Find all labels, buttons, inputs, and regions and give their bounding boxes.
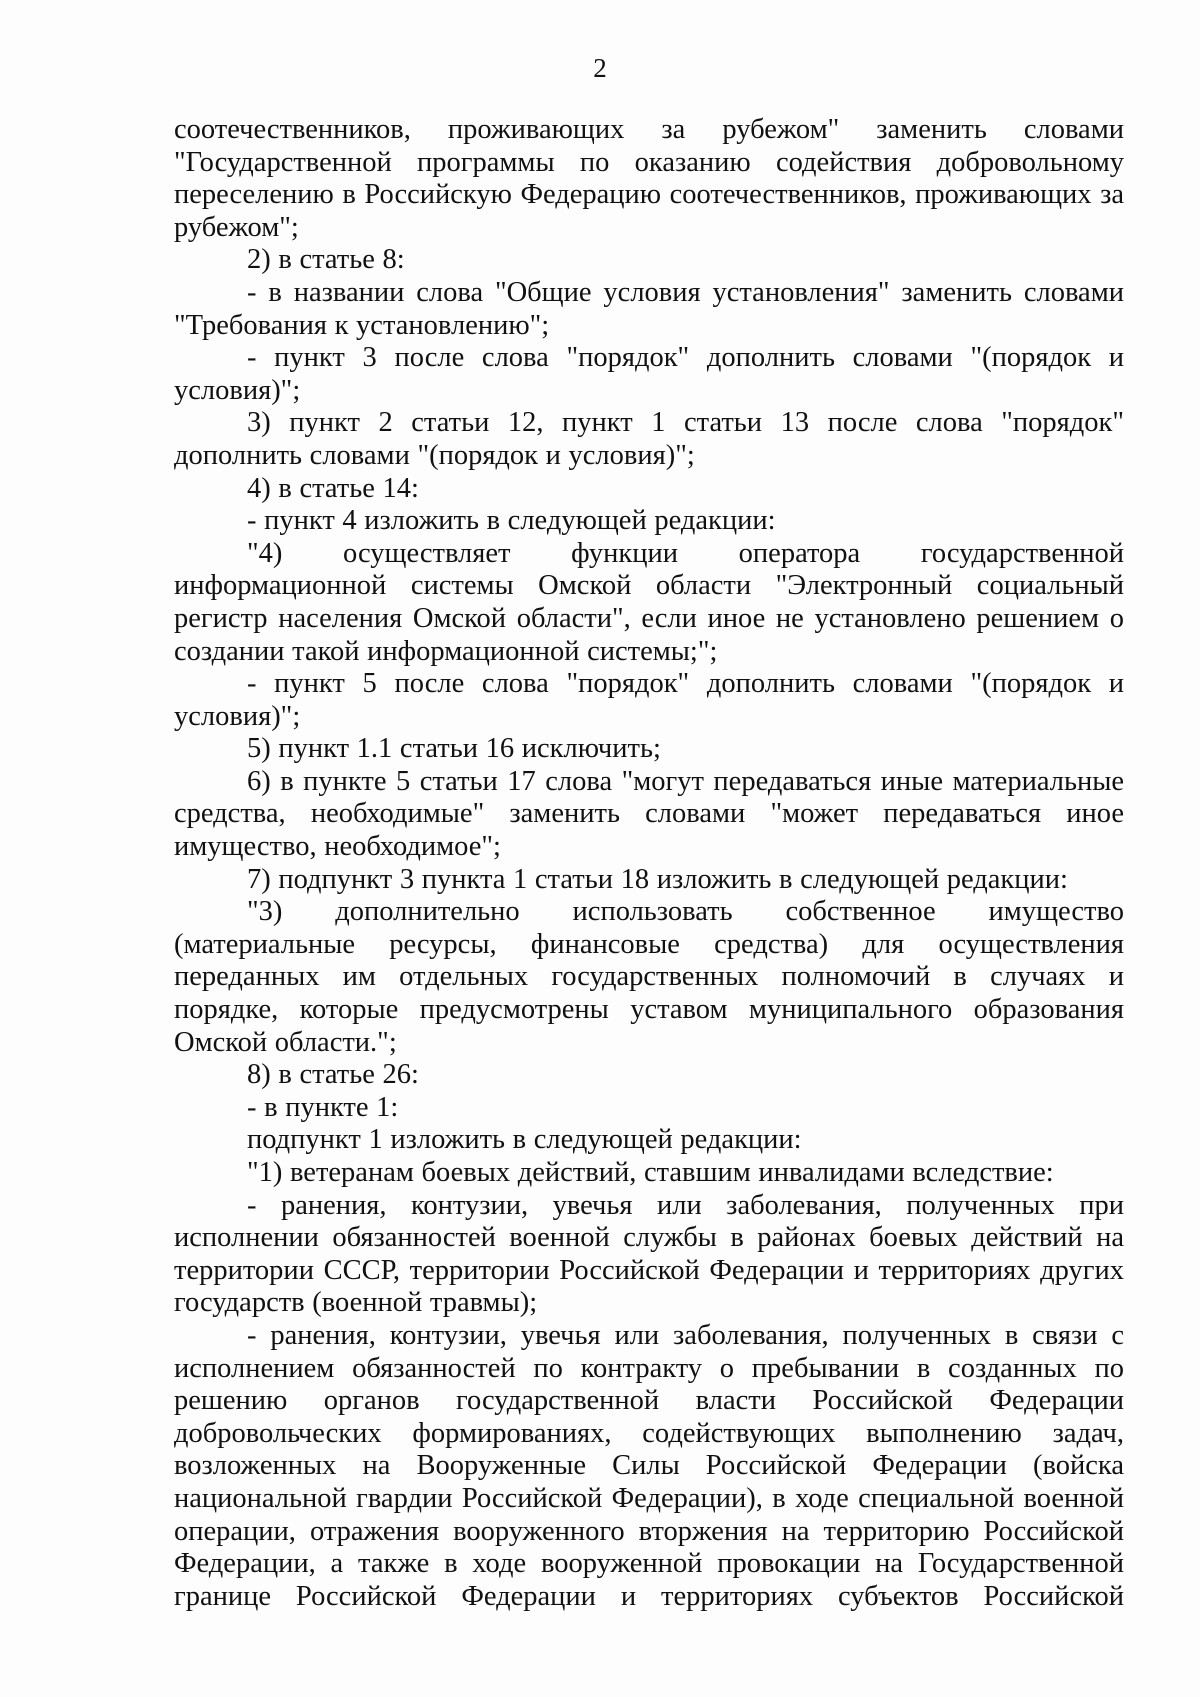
paragraph: - ранения, контузии, увечья или заболевания, полученных в связи с исполнением обязанностей по контракту о пребывании в созданных по решению органов государственной власти Российской Федерации добровольческих формированиях, содействующих выполнению задач, возложенных на Вооруженные Силы Российской Федерации (войска национальной гвардии Российской Федерации), в ходе специальной военной операции, отражения вооруженного вторжения на территорию Российской Федерации, а также в ходе вооруженной провокации на Государственной границе Российской Федерации и территориях субъектов Российской bbox=[174, 1319, 1124, 1612]
paragraph: - пункт 4 изложить в следующей редакции: bbox=[247, 505, 776, 537]
paragraph: - в пункте 1: bbox=[247, 1091, 399, 1123]
paragraph: "3) дополнительно использовать собственное имущество (материальные ресурсы, финансовые средства) для осуществления переданных им отдельных государственных полномочий в случаях и порядке, которые предусмотрены уставом муниципального образования Омской области."; bbox=[174, 896, 1124, 1058]
page-number: 2 bbox=[593, 53, 607, 83]
paragraph: - ранения, контузии, увечья или заболевания, полученных при исполнении обязанностей военной службы в районах боевых действий на территории СССР, территории Российской Федерации и территориях других государств (военной травмы); bbox=[174, 1189, 1124, 1319]
paragraph: - пункт 3 после слова "порядок" дополнить словами "(порядок и условия)"; bbox=[174, 342, 1124, 406]
paragraph: 3) пункт 2 статьи 12, пункт 1 статьи 13 после слова "порядок" дополнить словами "(порядок и условия)"; bbox=[174, 407, 1124, 471]
paragraph: 8) в статье 26: bbox=[247, 1059, 419, 1091]
paragraph: подпункт 1 изложить в следующей редакции: bbox=[247, 1124, 802, 1156]
paragraph: "1) ветеранам боевых действий, ставшим инвалидами вследствие: bbox=[247, 1157, 1054, 1188]
paragraph: 5) пункт 1.1 статьи 16 исключить; bbox=[247, 733, 661, 765]
paragraph: 2) в статье 8: bbox=[247, 244, 405, 276]
paragraph: соотечественников, проживающих за рубежом" заменить словами "Государственной программы по оказанию содействия добровольному переселению в Российскую Федерацию соотечественников, проживающих за рубежом"; bbox=[174, 114, 1124, 243]
paragraph: 4) в статье 14: bbox=[247, 472, 419, 504]
paragraph: - в названии слова "Общие условия установления" заменить словами "Требования к установлению"; bbox=[174, 276, 1124, 341]
document-body bbox=[174, 114, 1124, 1613]
paragraph: 7) подпункт 3 пункта 1 статьи 18 изложить в следующей редакции: bbox=[247, 863, 1068, 895]
paragraph: 6) в пункте 5 статьи 17 слова "могут передаваться иные материальные средства, необходимые" заменить словами "может передаваться иное имущество, необходимое"; bbox=[174, 765, 1124, 863]
paragraph: - пункт 5 после слова "порядок" дополнить словами "(порядок и условия)"; bbox=[174, 668, 1124, 732]
paragraph: "4) осуществляет функции оператора государственной информационной системы Омской области "Электронный социальный регистр населения Омской области", если иное не установлено решением о создании такой информационной системы;"; bbox=[174, 537, 1124, 667]
